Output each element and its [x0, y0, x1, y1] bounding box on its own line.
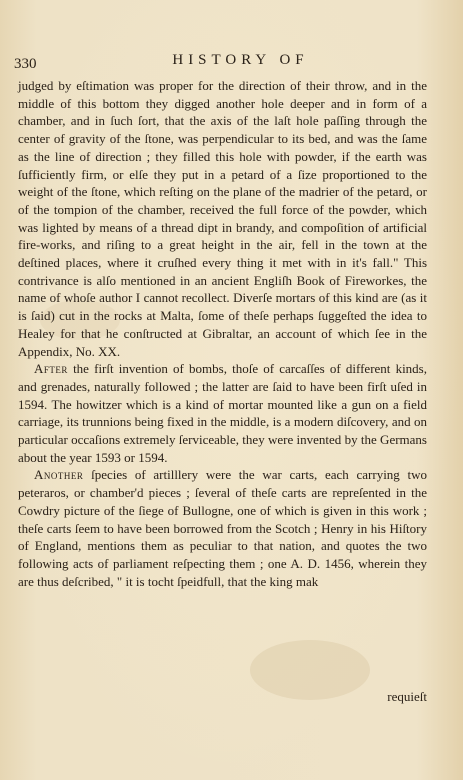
paragraph-text: judged by eſtimation was proper for the direction of their throw, and in the middle of this bottom they digged another hole deeper and in form of a chamber, and in ſuch ſort, that the axis of the laſt hole paſſing through the center of gravity of the ſtone, was perpendicular to its bed, and was the ſame as the line of direction ; they filled this hole with powder, if the earth was ſufficiently firm, or elſe they put in a petard of a ſize proportioned to the weight of the ſtone, which reſting on the plane of the madrier of the petard, or of the tompion of the chamber, received the full force of the powder, which was lighted by means of a thread dipt in brandy, and compoſition of artificial fire-works, and riſing to a great height in the air, fell in the town at the deſtined places, where it cruſhed every thing it met with in it's fall." This contrivance is alſo mentioned in an ancient Engliſh Book of Fireworkes, the name of whoſe author I cannot recollect. Diverſe mortars of this kind are (as it is ſaid) cut in the rocks at Malta, ſome of theſe perhaps ſuggeſted the idea to Healey for that he conſtructed at Gibraltar, an account of which ſee in the Appendix, No. XX. [18, 78, 427, 359]
page-number: 330 [14, 56, 37, 72]
page-header [14, 50, 449, 72]
catchword: requieſt [387, 689, 427, 704]
paragraph-lead-word: Another [34, 467, 84, 483]
paragraph [18, 466, 427, 590]
paragraph-text: the firſt invention of bombs, thoſe of carcaſſes of different kinds, and grenades, naturally followed ; the latter are ſaid to have been firſt uſed in 1594. The howitzer which is a kind of mortar mounted like a gun on a field carriage, its trunnions being fixed in the middle, is a modern diſcovery, and on particular occaſions extremely ſerviceable, they were invented by the Germans about the year 1593 or 1594. [18, 361, 427, 465]
running-head: HISTORY OF [172, 52, 309, 68]
paragraph-lead-word: After [34, 361, 68, 377]
paragraph-text: ſpecies of artilllery were the war carts, each carrying two peteraros, or chamber'd pieces ; ſeveral of theſe carts are repreſented in the Cowdry picture of the ſiege of Bullogne, one of which is given in this work ; theſe carts ſeem to have been borrowed from the Scotch ; Henry in his Hiſtory of England, mentions them as peculiar to that nation, and quotes the two following acts of parliament reſpecting them ; one A. D. 1456, wherein they are thus deſcribed, " it is tocht ſpeidfull, that the king mak [18, 467, 427, 589]
paper-stain [250, 640, 370, 700]
body-text [18, 77, 427, 590]
paragraph [18, 360, 427, 466]
paragraph [18, 77, 427, 360]
